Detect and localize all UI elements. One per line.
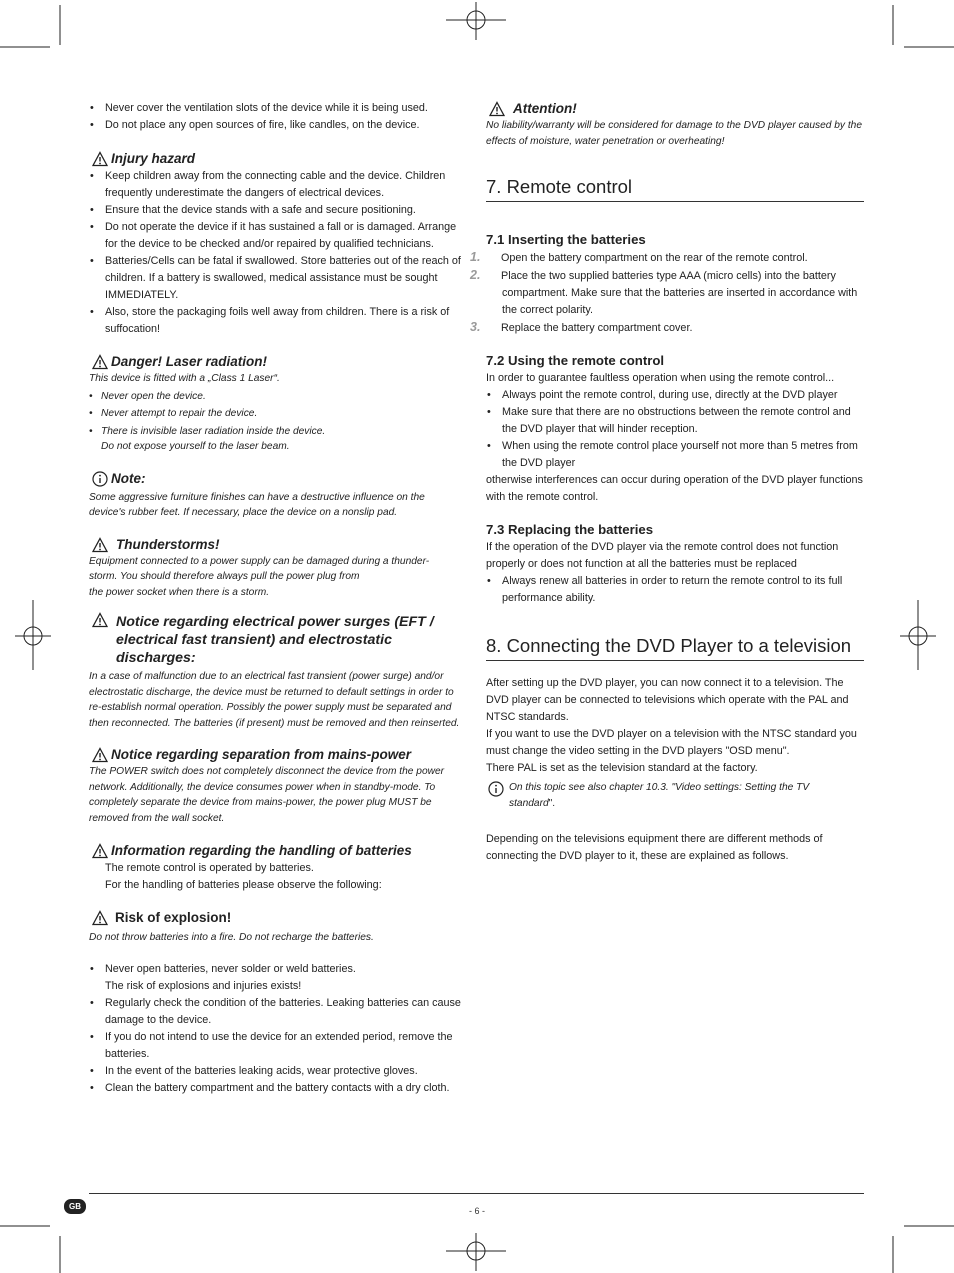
list-item: • Never attempt to repair the device. bbox=[89, 406, 464, 422]
using-remote-title: 7.2 Using the remote control bbox=[486, 353, 665, 368]
list-item: • Do not operate the device if it has sustained a fall or is damaged. Arrange for the device to be checked and/or repaired by qualified technicians. bbox=[89, 219, 464, 253]
injury-heading: Injury hazard bbox=[89, 150, 464, 168]
remote-control-heading: 7. Remote control bbox=[486, 175, 864, 202]
tv-info-note bbox=[486, 780, 864, 811]
warning-icon bbox=[92, 747, 108, 763]
list-item: • Make sure that there are no obstructions between the remote control and the DVD player that will hinder reception. bbox=[486, 404, 864, 438]
using-remote-outro: otherwise interferences can occur during operation of the DVD player functions with the remote control. bbox=[486, 474, 863, 503]
attention-text: No liability/warranty will be considered for damage to the DVD player caused by the effects of moisture, water penetration or overheating! bbox=[486, 120, 862, 147]
right-column bbox=[470, 100, 864, 865]
info-icon bbox=[92, 471, 108, 487]
injury-list bbox=[89, 168, 464, 338]
warning-icon bbox=[489, 101, 505, 117]
list-item: • Never open batteries, never solder or weld batteries. The risk of explosions and injuries exists! bbox=[89, 961, 464, 995]
tv-info-text: On this topic see also chapter 10.3. "Video settings: Setting the TV standard". bbox=[509, 782, 810, 809]
laser-intro: This device is fitted with a „Class 1 Laser“. bbox=[89, 373, 280, 384]
warning-icon bbox=[92, 151, 108, 167]
laser-extra: Do not expose yourself to the laser beam. bbox=[101, 441, 290, 452]
batteries-heading: Information regarding the handling of batteries bbox=[89, 842, 464, 860]
laser-list bbox=[89, 389, 464, 440]
list-item: • When using the remote control place yourself not more than 5 metres from the DVD player bbox=[486, 438, 864, 472]
thunder-line-2: storm. You should therefore always pull the power plug from bbox=[89, 571, 360, 582]
note-heading: Note: bbox=[89, 470, 464, 488]
inserting-batteries-title: 7.1 Inserting the batteries bbox=[486, 232, 646, 247]
thunder-line-3: the power socket when there is a storm. bbox=[89, 586, 270, 598]
list-item: • If you do not intend to use the device for an extended period, remove the batteries. bbox=[89, 1029, 464, 1063]
thunder-line-1: Equipment connected to a power supply can be damaged during a thunder- bbox=[89, 555, 430, 567]
left-column bbox=[89, 100, 464, 1097]
warning-icon bbox=[92, 537, 108, 553]
step: 1. Open the battery compartment on the rear of the remote control. bbox=[470, 250, 808, 264]
list-item: • Do not place any open sources of fire, like candles, on the device. bbox=[89, 117, 464, 134]
intro-bullets bbox=[89, 100, 464, 134]
explosion-intro: Do not throw batteries into a fire. Do not recharge the batteries. bbox=[89, 932, 374, 943]
surges-heading: Notice regarding electrical power surges (EFT / electrical fast transient) and electrostatic discharges: bbox=[89, 613, 464, 667]
step: 2. Place the two supplied batteries type AAA (micro cells) into the battery compartment. Make sure that the batteries are inserted in accordance with the correct polarity. bbox=[470, 268, 858, 316]
attention-heading: Attention! bbox=[486, 100, 864, 118]
list-item: • There is invisible laser radiation inside the device. bbox=[89, 424, 464, 440]
page-number: - 6 - bbox=[468, 1206, 485, 1216]
mains-heading: Notice regarding separation from mains-power bbox=[89, 746, 464, 764]
list-item: • Never cover the ventilation slots of the device while it is being used. bbox=[89, 100, 464, 117]
list-item: • Also, store the packaging foils well away from children. There is a risk of suffocation! bbox=[89, 304, 464, 338]
language-badge: GB bbox=[64, 1199, 86, 1214]
list-item: • Never open the device. bbox=[89, 389, 464, 405]
tv-p2: If you want to use the DVD player on a television with the NTSC standard you must change the video setting in the DVD players "OSD menu". bbox=[486, 728, 857, 757]
list-item: • In the event of the batteries leaking acids, wear protective gloves. bbox=[89, 1063, 464, 1080]
tv-p3: There PAL is set as the television standard at the factory. bbox=[486, 762, 758, 774]
using-remote-intro: In order to guarantee faultless operation when using the remote control... bbox=[486, 372, 835, 384]
tv-p4: Depending on the televisions equipment there are different methods of connecting the DVD player to it, these are explained as follows. bbox=[486, 833, 823, 862]
laser-heading: Danger! Laser radiation! bbox=[89, 353, 464, 371]
list-item: • Clean the battery compartment and the battery contacts with a dry cloth. bbox=[89, 1080, 464, 1097]
info-icon bbox=[488, 781, 504, 797]
tv-connection-heading: 8. Connecting the DVD Player to a television bbox=[486, 634, 864, 661]
explosion-list bbox=[89, 961, 464, 1097]
warning-icon bbox=[92, 910, 108, 926]
note-text: Some aggressive furniture finishes can have a destructive influence on the device's rubber feet. If necessary, place the device on a nonslip pad. bbox=[89, 491, 425, 518]
footer-rule bbox=[89, 1193, 864, 1194]
using-remote-list bbox=[486, 387, 864, 472]
inserting-steps bbox=[470, 249, 864, 337]
warning-icon bbox=[92, 612, 108, 628]
warning-icon bbox=[92, 843, 108, 859]
list-item: • Batteries/Cells can be fatal if swallowed. Store batteries out of the reach of children. If a battery is swallowed, medical assistance must be sought IMMEDIATELY. bbox=[89, 253, 464, 304]
list-item: • Keep children away from the connecting cable and the device. Children frequently underestimate the dangers of electrical devices. bbox=[89, 168, 464, 202]
explosion-heading: Risk of explosion! bbox=[89, 909, 464, 927]
batteries-line-1: The remote control is operated by batteries. bbox=[105, 862, 314, 874]
warning-icon bbox=[92, 354, 108, 370]
batteries-line-2: For the handling of batteries please observe the following: bbox=[105, 879, 382, 891]
list-item: • Regularly check the condition of the batteries. Leaking batteries can cause damage to the device. bbox=[89, 995, 464, 1029]
replacing-list bbox=[486, 573, 864, 607]
surges-text: In a case of malfunction due to an electrical fast transient (power surge) and/or electrostatic discharge, the device must be returned to default settings in order to re-establish normal operation. Possibly the power supply must be separated and then reconnected. The batteries (if present) must be removed and then reinserted. bbox=[89, 671, 460, 729]
thunder-heading: Thunderstorms! bbox=[89, 536, 464, 554]
list-item: • Always renew all batteries in order to return the remote control to its full performance ability. bbox=[486, 573, 864, 607]
replacing-batteries-title: 7.3 Replacing the batteries bbox=[486, 522, 654, 537]
list-item: • Ensure that the device stands with a safe and secure positioning. bbox=[89, 202, 464, 219]
list-item: • Always point the remote control, during use, directly at the DVD player bbox=[486, 387, 864, 404]
tv-p1: After setting up the DVD player, you can now connect it to a television. The DVD player can be connected to televisions which operate with the PAL and NTSC standards. bbox=[486, 677, 849, 723]
mains-text: The POWER switch does not completely disconnect the device from the power network. Additionally, the device consumes power when in standby-mode. To completely separate the device from mains-power, the power plug MUST be removed from the wall socket. bbox=[89, 766, 445, 824]
step: 3. Replace the battery compartment cover. bbox=[470, 320, 693, 334]
replacing-text: If the operation of the DVD player via the remote control does not function properly or does not function at all the batteries must be replaced bbox=[486, 541, 839, 570]
